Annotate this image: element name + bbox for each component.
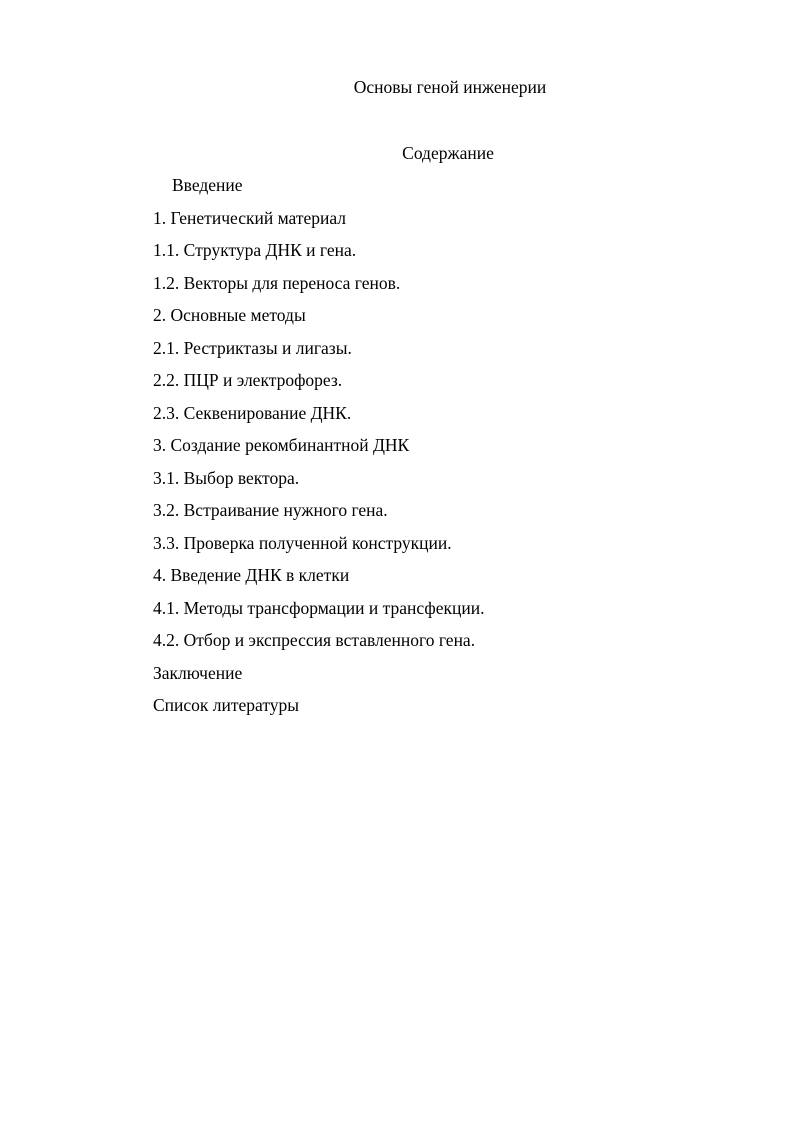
document-title: Основы геной инженерии: [353, 77, 547, 97]
toc-item: 3. Создание рекомбинантной ДНК: [153, 435, 410, 455]
toc-item: 2. Основные методы: [153, 305, 306, 325]
toc-item: 1. Генетический материал: [153, 207, 347, 228]
toc-item: 2.1. Рестриктазы и лигазы.: [153, 337, 352, 358]
toc-item: 4. Введение ДНК в клетки: [153, 565, 350, 585]
toc-item: 1.1. Структура ДНК и гена.: [153, 240, 357, 260]
toc-item: Список литературы: [153, 695, 300, 715]
toc-item: 2.2. ПЦР и электрофорез.: [153, 370, 343, 390]
toc-item: 3.3. Проверка полученной конструкции.: [153, 532, 452, 553]
toc-heading: Содержание: [402, 143, 494, 163]
toc-item: 4.2. Отбор и экспрессия вставленного гена.: [153, 630, 476, 650]
toc-item: Заключение: [153, 662, 243, 683]
toc-item: Введение: [172, 175, 243, 195]
toc-item: 1.2. Векторы для переноса генов.: [153, 272, 401, 293]
table-of-contents: [153, 174, 484, 727]
toc-item: 4.1. Методы трансформации и трансфекции.: [153, 597, 485, 618]
toc-item: 3.2. Встраивание нужного гена.: [153, 500, 388, 520]
toc-item: 2.3. Секвенирование ДНК.: [153, 402, 352, 423]
toc-item: 3.1. Выбор вектора.: [153, 467, 300, 488]
